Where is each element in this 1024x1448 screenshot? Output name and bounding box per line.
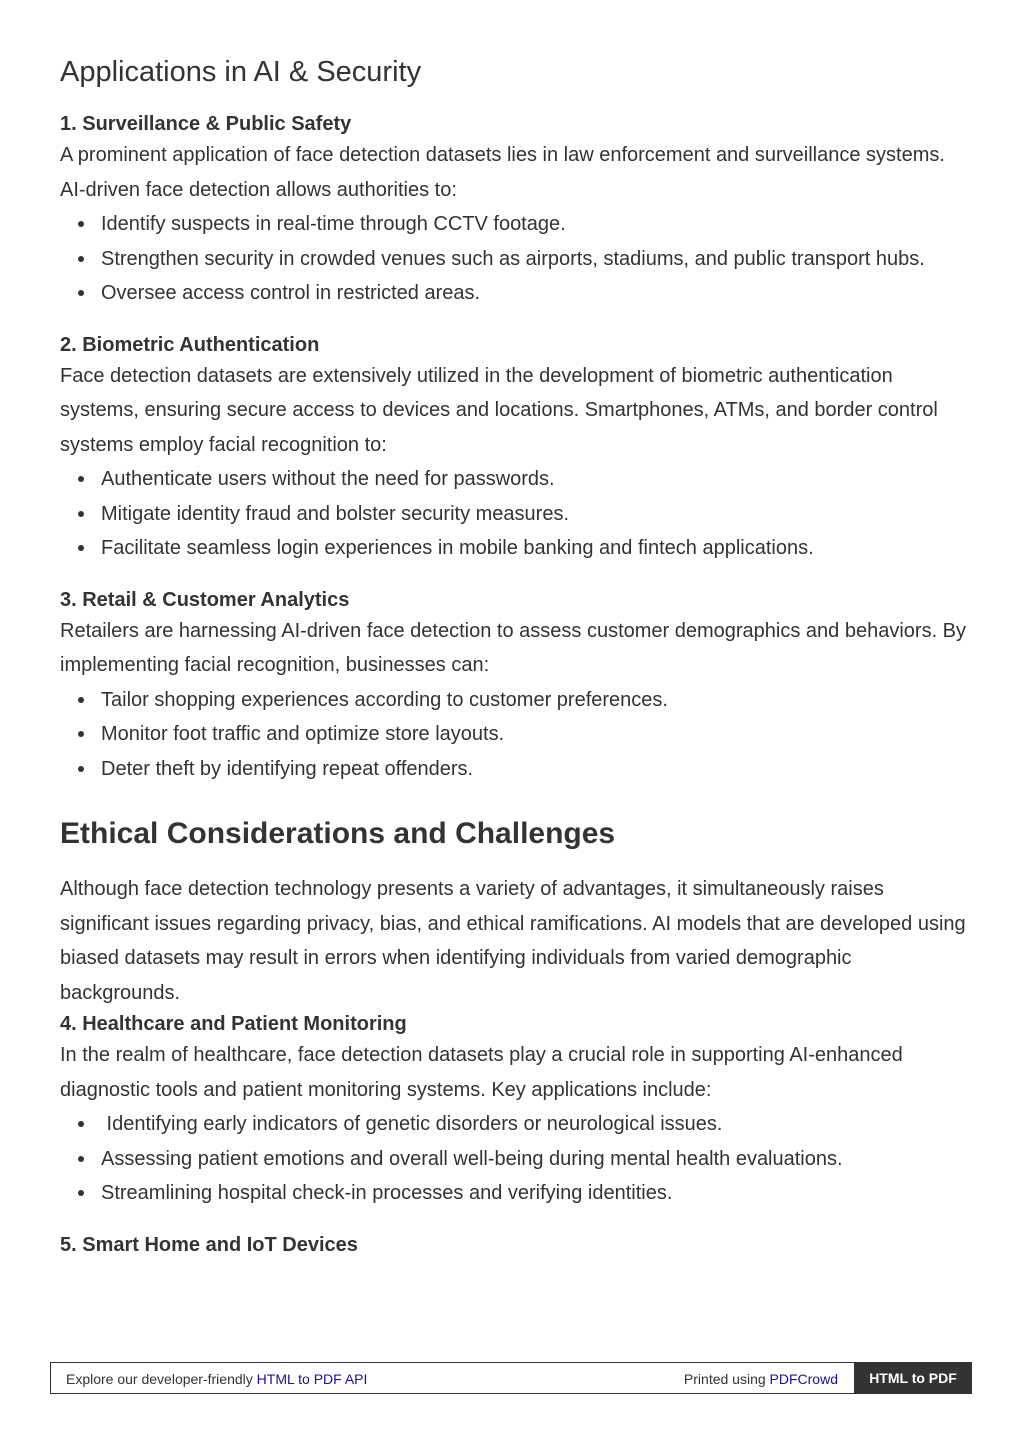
section-text: Face detection datasets are extensively utilized in the development of biometric authentication systems, ensuring secure access to devices and locations. Smartphones, ATMs, and border control systems employ facial recognition to: — [60, 364, 938, 456]
section-title: 4. Healthcare and Patient Monitoring — [60, 1013, 407, 1035]
list-item: Deter theft by identifying repeat offenders. — [60, 752, 970, 787]
list-item: Monitor foot traffic and optimize store layouts. — [60, 717, 970, 752]
page-heading: Applications in AI & Security — [60, 56, 422, 88]
html-to-pdf-button[interactable]: HTML to PDF — [854, 1362, 972, 1394]
footer-printed — [684, 1371, 838, 1387]
list-item: Authenticate users without the need for passwords. — [60, 462, 970, 497]
list-item: Strengthen security in crowded venues such as airports, stadiums, and public transport hubs. — [60, 242, 970, 277]
pdf-footer — [50, 1362, 972, 1394]
pdfcrowd-link[interactable]: PDFCrowd — [769, 1371, 838, 1387]
list-item: Assessing patient emotions and overall well-being during mental health evaluations. — [60, 1142, 970, 1177]
section-title: 3. Retail & Customer Analytics — [60, 588, 350, 611]
ethics-text: Although face detection technology presents a variety of advantages, it simultaneously raises significant issues regarding privacy, bias, and ethical ramifications. AI models that are developed using biased datasets may result in errors when identifying individuals from varied demographic backgrounds. — [60, 878, 966, 1004]
section-retail — [60, 586, 970, 787]
section-text: A prominent application of face detection datasets lies in law enforcement and surveillance systems. AI-driven face detection allows authorities to: — [60, 144, 945, 201]
html-to-pdf-api-link[interactable]: HTML to PDF API — [256, 1371, 368, 1387]
section-surveillance — [60, 110, 970, 311]
list-item: Identify suspects in real-time through CCTV footage. — [60, 207, 970, 242]
bullet-list — [60, 207, 970, 311]
list-item: Mitigate identity fraud and bolster security measures. — [60, 497, 970, 532]
footer-explore — [66, 1371, 367, 1387]
list-item: Tailor shopping experiences according to customer preferences. — [60, 683, 970, 718]
bullet-list — [60, 462, 970, 566]
section-smart-home — [60, 1231, 970, 1259]
section-title: 1. Surveillance & Public Safety — [60, 113, 352, 135]
list-item: Facilitate seamless login experiences in mobile banking and fintech applications. — [60, 531, 970, 566]
section-title: 2. Biometric Authentication — [60, 333, 320, 356]
section-healthcare — [60, 1010, 970, 1211]
bullet-list — [60, 683, 970, 787]
bullet-list — [60, 1107, 970, 1211]
section-title: 5. Smart Home and IoT Devices — [60, 1233, 358, 1256]
document-page — [60, 0, 970, 1259]
list-item: Streamlining hospital check-in processes and verifying identities. — [60, 1176, 970, 1211]
section-text: Retailers are harnessing AI-driven face detection to assess customer demographics and behaviors. By implementing facial recognition, businesses can: — [60, 619, 967, 676]
footer-explore-text: Explore our developer-friendly — [66, 1371, 257, 1387]
list-item: Identifying early indicators of genetic disorders or neurological issues. — [60, 1107, 970, 1142]
list-item: Oversee access control in restricted areas. — [60, 276, 970, 311]
footer-printed-text: Printed using — [683, 1371, 770, 1387]
section-biometric — [60, 331, 970, 566]
ethics-heading: Ethical Considerations and Challenges — [60, 817, 616, 850]
section-text: In the realm of healthcare, face detection datasets play a crucial role in supporting AI-enhanced diagnostic tools and patient monitoring systems. Key applications include: — [60, 1044, 903, 1101]
